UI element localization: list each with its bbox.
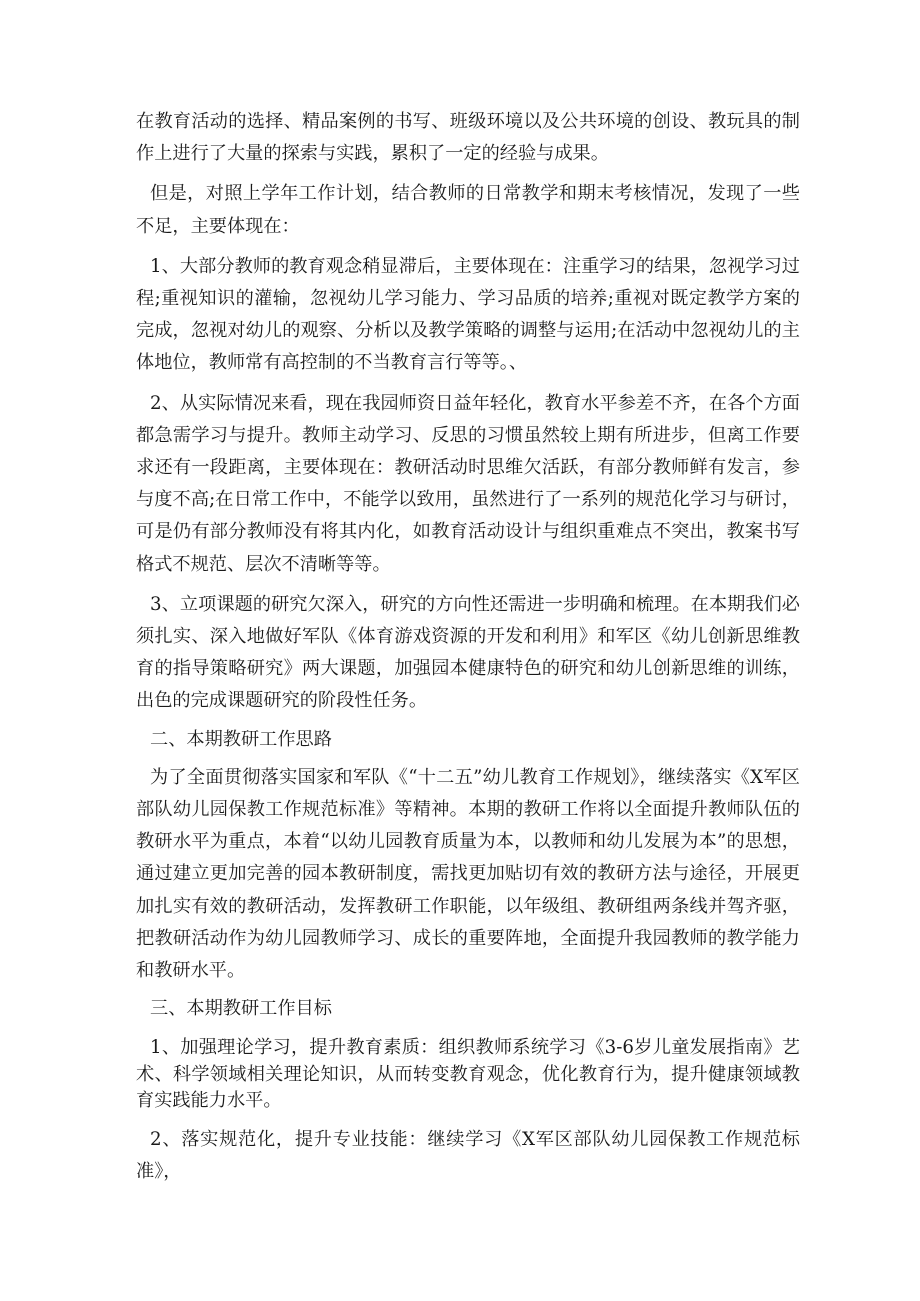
document-page [136, 106, 800, 1188]
paragraph-shortcomings-intro: 但是，对照上学年工作计划，结合教师的日常教学和期末考核情况，发现了一些不足，主要体现在： [136, 183, 800, 237]
paragraph-shortcoming-3: 3、立项课题的研究欠深入，研究的方向性还需进一步明确和梳理。在本期我们必须扎实、深入地做好军队《体育游戏资源的开发和利用》和军区《幼儿创新思维教育的指导策略研究》两大课题，加强园本健康特色的研究和幼儿创新思维的训练，出色的完成课题研究的阶段性任务。 [136, 593, 800, 712]
section-heading-approach: 二、本期教研工作思路 [150, 728, 332, 750]
paragraph-goal-1: 1、加强理论学习，提升教育素质：组织教师系统学习《3-6岁儿童发展指南》艺术、科学领域相关理论知识，从而转变教育观念，优化教育行为，提升健康领域教育实践能力水平。 [136, 1037, 800, 1112]
paragraph-intro-continuation: 在教育活动的选择、精品案例的书写、班级环境以及公共环境的创设、教玩具的制作上进行了大量的探索与实践，累积了一定的经验与成果。 [136, 111, 800, 165]
section-heading-goals: 三、本期教研工作目标 [150, 998, 332, 1020]
paragraph-goal-2: 2、落实规范化，提升专业技能：继续学习《X军区部队幼儿园保教工作规范标准》， [136, 1128, 800, 1183]
paragraph-shortcoming-1: 1、大部分教师的教育观念稍显滞后，主要体现在：注重学习的结果，忽视学习过程;重视知识的灌输，忽视幼儿学习能力、学习品质的培养;重视对既定教学方案的完成，忽视对幼儿的观察、分析以及教学策略的调整与运用;在活动中忽视幼儿的主体地位，教师常有高控制的不当教育言行等等。、 [136, 255, 800, 374]
paragraph-approach: 为了全面贯彻落实国家和军队《“十二五”幼儿教育工作规划》，继续落实《X军区部队幼儿园保教工作规范标准》等精神。本期的教研工作将以全面提升教师队伍的教研水平为重点，本着“以幼儿园教育质量为本，以教师和幼儿发展为本”的思想，通过建立更加完善的园本教研制度，需找更加贴切有效的教研方法与途径，开展更加扎实有效的教研活动，发挥教研工作职能，以年级组、教研组两条线并驾齐驱，把教研活动作为幼儿园教师学习、成长的重要阵地，全面提升我园教师的教学能力和教研水平。 [136, 766, 800, 982]
paragraph-shortcoming-2: 2、从实际情况来看，现在我园师资日益年轻化，教育水平参差不齐，在各个方面都急需学习与提升。教师主动学习、反思的习惯虽然较上期有所进步，但离工作要求还有一段距离，主要体现在：教研活动时思维欠活跃，有部分教师鲜有发言，参与度不高;在日常工作中，不能学以致用，虽然进行了一系列的规范化学习与研讨，可是仍有部分教师没有将其内化，如教育活动设计与组织重难点不突出，教案书写格式不规范、层次不清晰等等。 [136, 392, 800, 575]
